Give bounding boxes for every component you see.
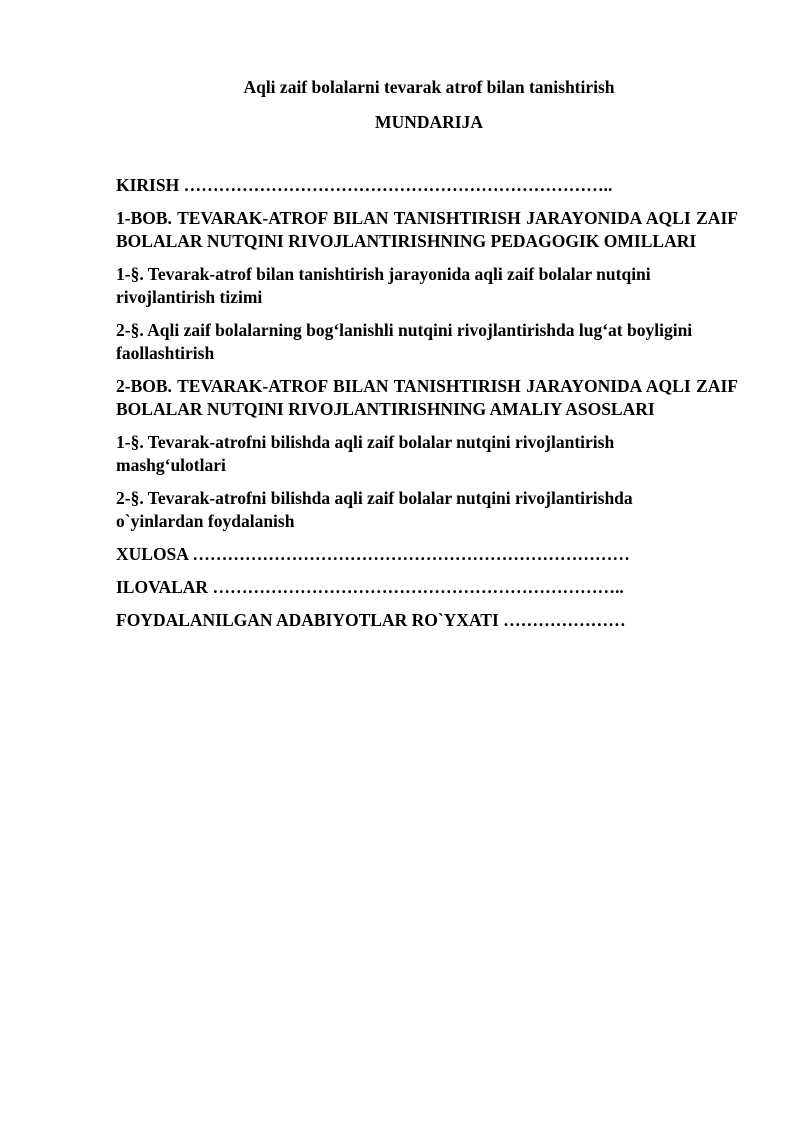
toc-entry-chapter-2-section-1: 1-§. Tevarak-atrofni bilishda aqli zaif bolalar nutqini rivojlantirish mashg‘ulotlari xyxy=(116,432,615,475)
toc-entry-appendices: ILOVALAR …………………………………………………………….. xyxy=(116,577,624,597)
toc-entry-introduction: KIRISH ……………………………………………………………….. xyxy=(116,175,613,195)
document-title: Aqli zaif bolalarni tevarak atrof bilan tanishtirish xyxy=(243,77,615,97)
toc-entry-chapter-1-section-1: 1-§. Tevarak-atrof bilan tanishtirish jarayonida aqli zaif bolalar nutqini rivojlantirish tizimi xyxy=(116,264,651,307)
toc-entry-chapter-1-section-2: 2-§. Aqli zaif bolalarning bog‘lanishli nutqini rivojlantirishda lug‘at boyligini faollashtirish xyxy=(116,320,693,363)
table-of-contents xyxy=(116,174,738,642)
toc-heading: MUNDARIJA xyxy=(375,112,483,132)
toc-entry-chapter-2-section-2: 2-§. Tevarak-atrofni bilishda aqli zaif bolalar nutqini rivojlantirishda o`yinlardan foydalanish xyxy=(116,488,633,531)
toc-entry-conclusion: XULOSA ………………………………………………………………… xyxy=(116,544,630,564)
toc-entry-chapter-2: 2-BOB. TEVARAK-ATROF BILAN TANISHTIRISH JARAYONIDA AQLI ZAIF BOLALAR NUTQINI RIVOJLANTIRISHNING AMALIY ASOSLARI xyxy=(116,376,738,419)
toc-entry-chapter-1: 1-BOB. TEVARAK-ATROF BILAN TANISHTIRISH JARAYONIDA AQLI ZAIF BOLALAR NUTQINI RIVOJLANTIRISHNING PEDAGOGIK OMILLARI xyxy=(116,208,738,251)
toc-entry-bibliography: FOYDALANILGAN ADABIYOTLAR RO`YXATI ………………… xyxy=(116,610,626,630)
